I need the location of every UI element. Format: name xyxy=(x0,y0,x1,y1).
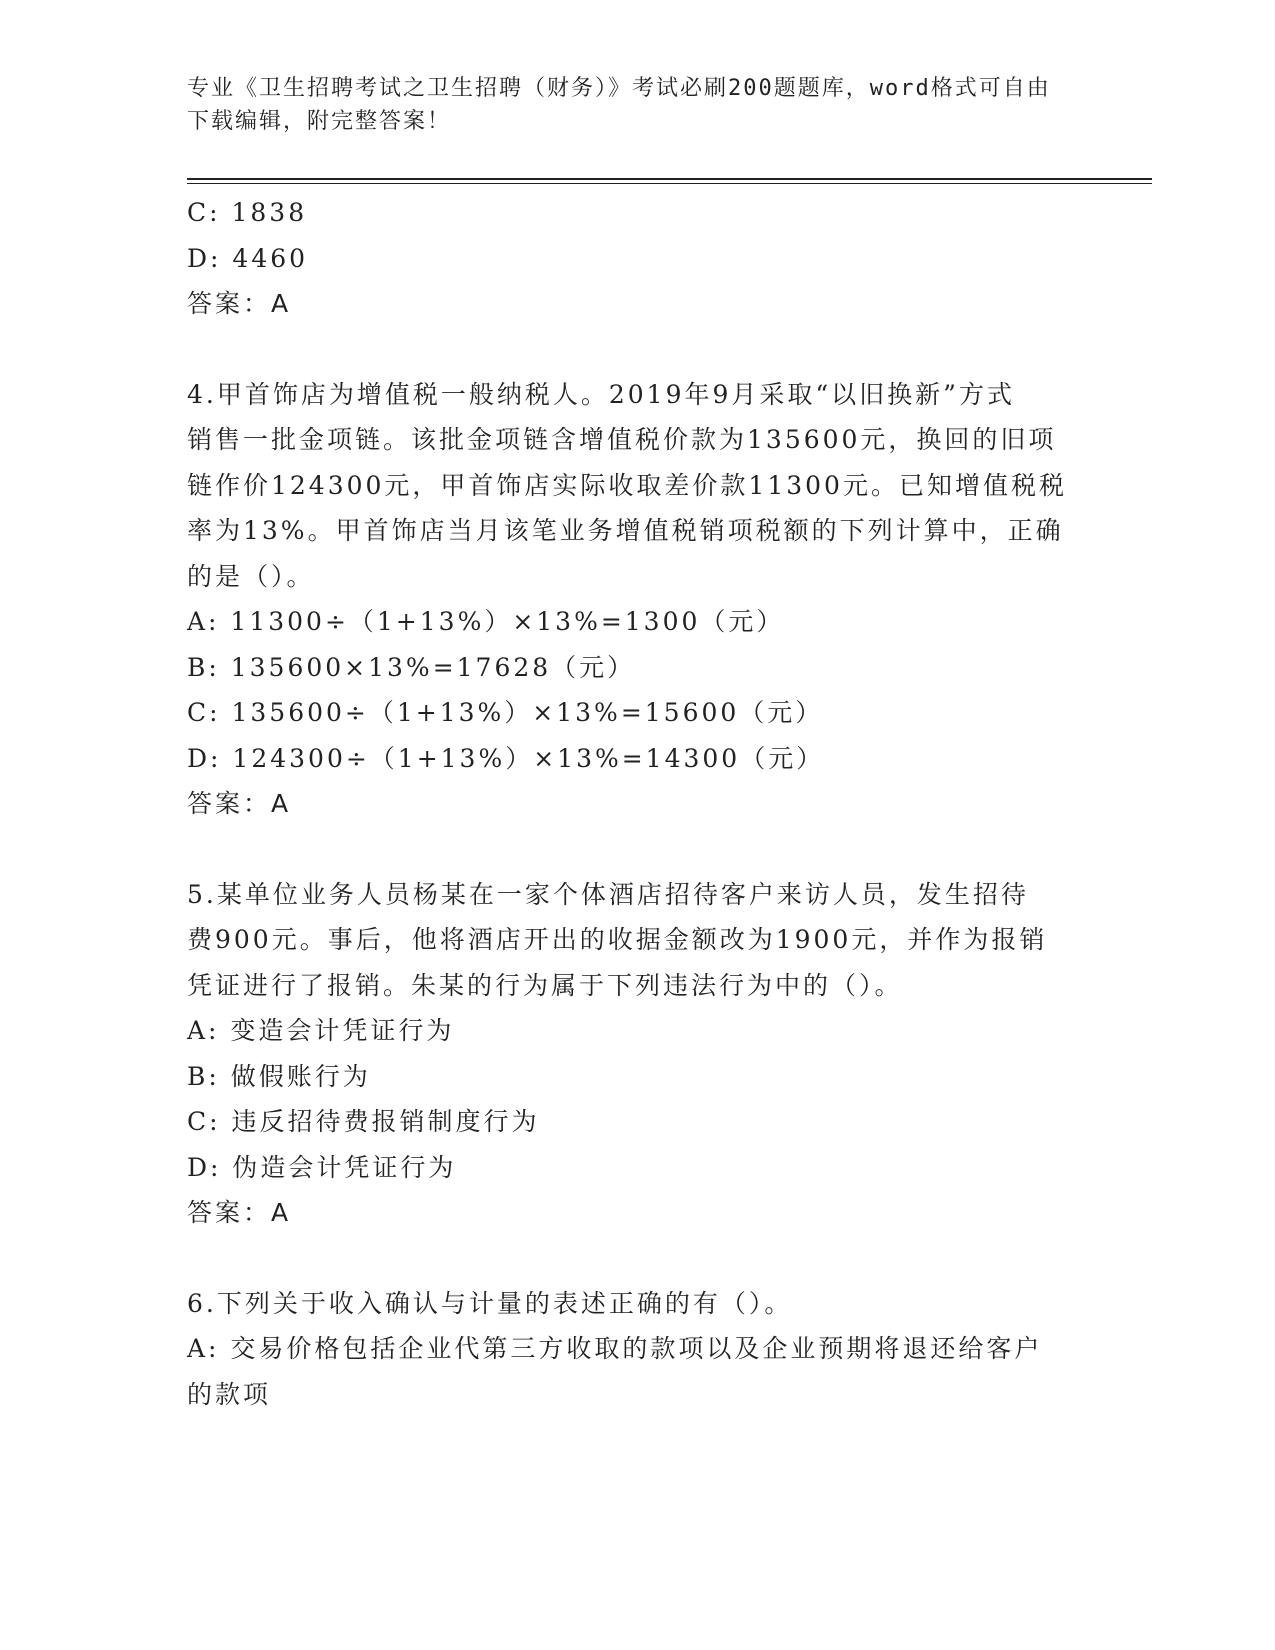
option-c: C: 1838 xyxy=(187,198,308,227)
option-b: B: 做假账行为 xyxy=(187,1061,371,1091)
answer-label: 答案：A xyxy=(187,1198,292,1227)
question-3-tail xyxy=(187,190,1077,327)
question-4 xyxy=(187,372,1077,827)
option-a-continued: 的款项 xyxy=(187,1379,272,1409)
question-stem-line: 链作价124300元，甲首饰店实际收取差价款11300元。已知增值税税 xyxy=(187,470,1067,500)
question-stem-line: 销售一批金项链。该批金项链含增值税价款为135600元，换回的旧项 xyxy=(187,425,1057,454)
answer-label: 答案：A xyxy=(187,289,292,318)
option-a: A: 11300÷（1+13%）×13%=1300（元） xyxy=(187,607,785,636)
question-6 xyxy=(187,1281,1077,1418)
option-d: D: 124300÷（1+13%）×13%=14300（元） xyxy=(187,743,825,773)
spacer xyxy=(187,1236,1077,1281)
question-content xyxy=(187,190,1077,1417)
answer-label: 答案：A xyxy=(187,789,292,818)
question-stem-line: 费900元。事后，他将酒店开出的收据金额改为1900元，并作为报销 xyxy=(187,925,1048,954)
option-a: A: 交易价格包括企业代第三方收取的款项以及企业预期将退还给客户 xyxy=(187,1334,1043,1363)
question-5 xyxy=(187,872,1077,1236)
question-stem-line: 4.甲首饰店为增值税一般纳税人。2019年9月采取“以旧换新”方式 xyxy=(187,379,1015,409)
option-d: D: 伪造会计凭证行为 xyxy=(187,1152,457,1182)
header-rule-thin xyxy=(187,183,1152,184)
option-c: C: 违反招待费报销制度行为 xyxy=(187,1107,540,1136)
question-stem-line: 凭证进行了报销。朱某的行为属于下列违法行为中的（）。 xyxy=(187,970,903,1000)
question-stem-line: 率为13%。甲首饰店当月该笔业务增值税销项税额的下列计算中，正确 xyxy=(187,516,1064,545)
header-title: 专业《卫生招聘考试之卫生招聘（财务）》考试必刷200题题库，word格式可自由下载编辑，附完整答案！ xyxy=(187,76,1051,134)
spacer xyxy=(187,327,1077,372)
question-stem-line: 5.某单位业务人员杨某在一家个体酒店招待客户来访人员，发生招待 xyxy=(187,879,1029,909)
option-c: C: 135600÷（1+13%）×13%=15600（元） xyxy=(187,698,824,727)
question-stem-line: 6.下列关于收入确认与计量的表述正确的有（）。 xyxy=(187,1288,793,1318)
header-rule-thick xyxy=(187,178,1152,180)
document-header xyxy=(187,72,1067,138)
option-a: A: 变造会计凭证行为 xyxy=(187,1016,455,1045)
option-d: D: 4460 xyxy=(187,243,309,273)
question-stem-line: 的是（）。 xyxy=(187,561,315,591)
spacer xyxy=(187,827,1077,872)
option-b: B: 135600×13%=17628（元） xyxy=(187,652,636,682)
